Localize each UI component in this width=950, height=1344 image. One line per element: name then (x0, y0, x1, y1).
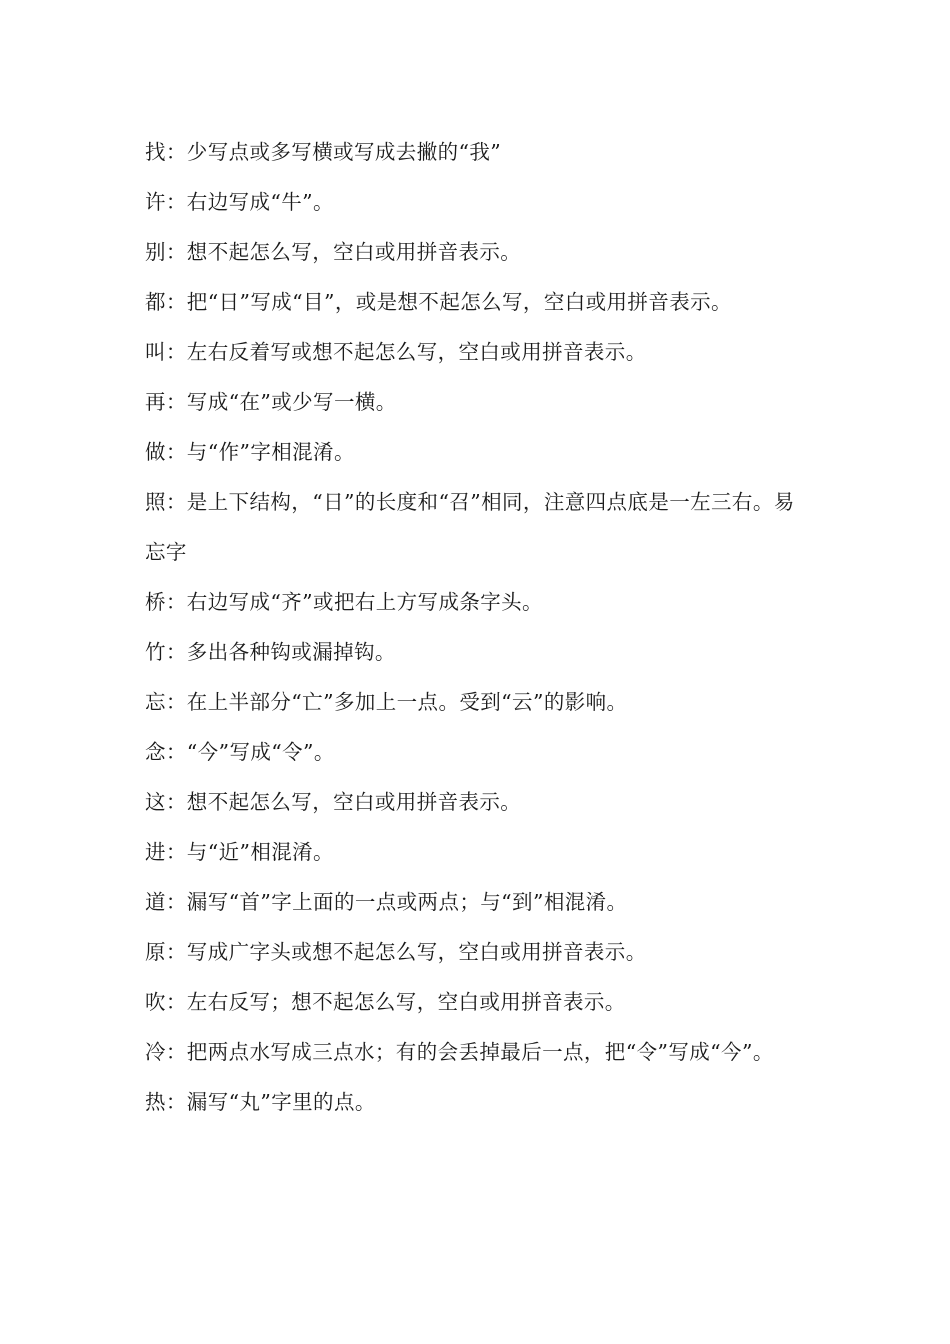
entry-jin: 进：与“近”相混淆。 (145, 840, 334, 864)
entry-re: 热：漏写“丸”字里的点。 (145, 1090, 376, 1114)
entry-dou: 都：把“日”写成“目”，或是想不起怎么写，空白或用拼音表示。 (145, 290, 732, 314)
entry-zhao-photo: 照：是上下结构，“日”的长度和“召”相同，注意四点底是一左三右。易忘字 (145, 490, 795, 564)
entry-zhu: 竹：多出各种钩或漏掉钩。 (145, 640, 396, 664)
entry-zhe: 这：想不起怎么写，空白或用拼音表示。 (145, 790, 522, 814)
entry-yuan: 原：写成广字头或想不起怎么写，空白或用拼音表示。 (145, 940, 647, 964)
entry-zhao: 找：少写点或多写横或写成去撇的“我” (145, 140, 502, 164)
entry-wang: 忘：在上半部分“亡”多加上一点。受到“云”的影响。 (145, 690, 628, 714)
entry-zai: 再：写成“在”或少写一横。 (145, 390, 397, 414)
entry-bie: 别：想不起怎么写，空白或用拼音表示。 (145, 240, 522, 264)
entry-qiao: 桥：右边写成“齐”或把右上方写成条字头。 (145, 590, 543, 614)
entry-dao: 道：漏写“首”字上面的一点或两点；与“到”相混淆。 (145, 890, 628, 914)
entry-chui: 吹：左右反写；想不起怎么写，空白或用拼音表示。 (145, 990, 626, 1014)
entry-xu: 许：右边写成“牛”。 (145, 190, 334, 214)
document-body (145, 127, 810, 1127)
entry-leng: 冷：把两点水写成三点水；有的会丢掉最后一点，把“令”写成“今”。 (145, 1040, 774, 1064)
entry-jiao: 叫：左右反着写或想不起怎么写，空白或用拼音表示。 (145, 340, 647, 364)
entry-nian: 念：“今”写成“令”。 (145, 740, 335, 764)
entry-zuo: 做：与“作”字相混淆。 (145, 440, 355, 464)
